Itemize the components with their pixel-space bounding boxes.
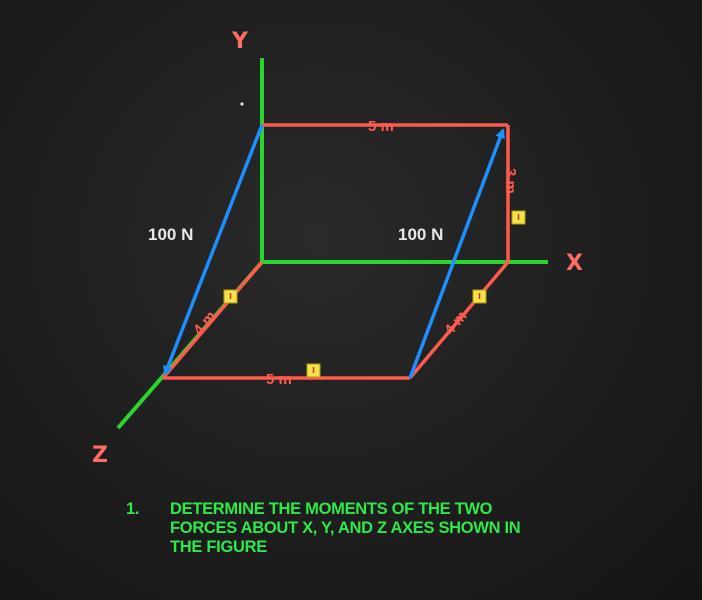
force-label-left: 100 N — [148, 225, 194, 244]
marker-icon — [307, 364, 320, 377]
dimension-label-depth-right: 4 m — [441, 307, 471, 339]
x-axis-label: X — [566, 251, 583, 276]
dimension-label-top: 5 m — [368, 118, 394, 135]
question-line: DETERMINE THE MOMENTS OF THE TWO — [170, 500, 493, 518]
question-number: 1. — [126, 500, 140, 518]
dimension-label-depth-left: 4 m — [190, 307, 220, 339]
y-axis-label: Y — [232, 29, 248, 54]
dimension-label-height: 3 m — [502, 168, 519, 194]
marker-icon — [473, 290, 486, 303]
question-text — [170, 500, 640, 557]
force-vector-right — [410, 130, 503, 378]
question-line: THE FIGURE — [170, 538, 267, 556]
question-line: FORCES ABOUT X, Y, AND Z AXES SHOWN IN — [170, 519, 521, 537]
z-axis-label: Z — [92, 443, 108, 468]
stray-dot — [240, 102, 243, 105]
force-vector-left — [165, 125, 262, 374]
dimension-label-bottom: 5 m — [266, 371, 292, 388]
marker-icon — [224, 290, 237, 303]
force-label-right: 100 N — [398, 225, 444, 244]
marker-icon — [512, 211, 525, 224]
